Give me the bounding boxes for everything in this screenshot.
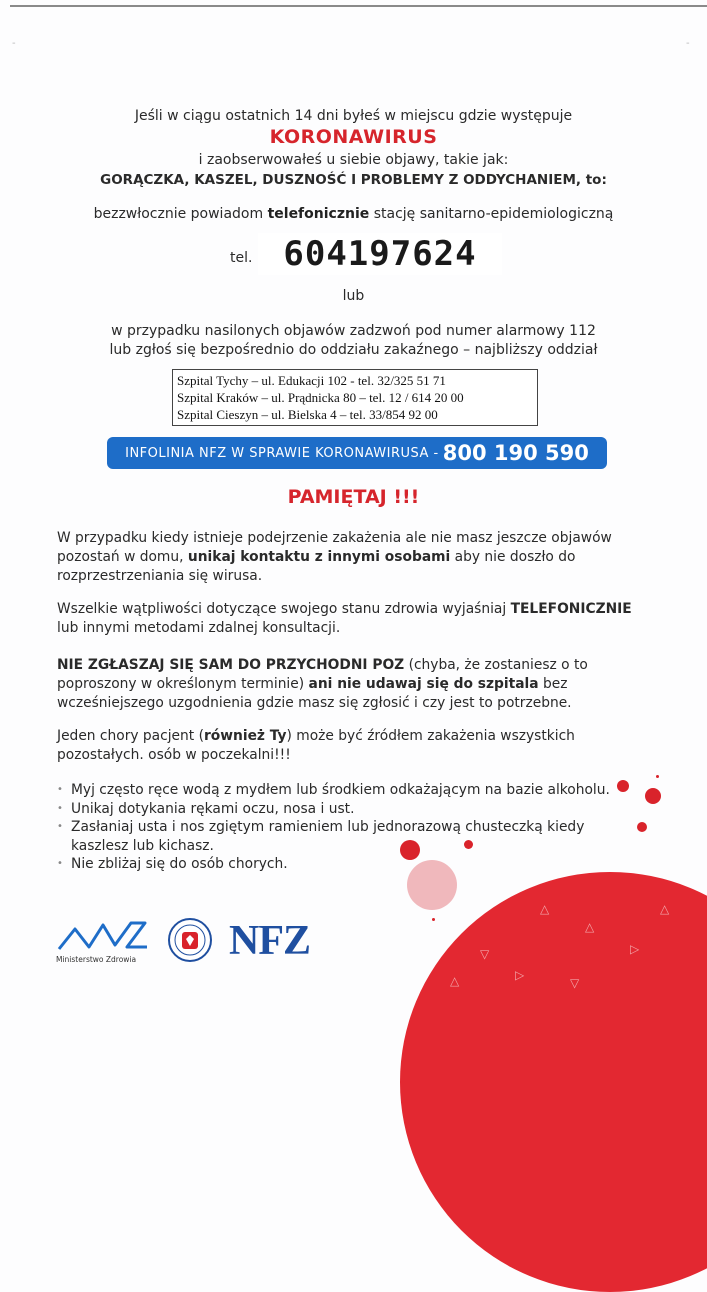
decorative-dot — [645, 788, 661, 804]
list-item: • Unikaj dotykania rękami oczu, nosa i ust. — [57, 800, 637, 819]
para3-emphasis: NIE ZGŁASZAJ SIĘ SAM DO PRZYCHODNI POZ — [57, 657, 405, 673]
decorative-dot — [432, 918, 435, 921]
para4-text-end: ) może być źródłem zakażenia wszystkich pozostałych. osób w poczekalni!!! — [57, 728, 575, 763]
para3-emphasis-2: ani nie udawaj się do szpitala — [308, 676, 539, 692]
page-title: KORONAWIRUS — [269, 126, 438, 148]
symptoms-intro: i zaobserwowałeś u siebie objawy, takie jak: — [198, 152, 509, 168]
or-text: lub — [342, 288, 365, 304]
decorative-dot — [617, 780, 629, 792]
scan-mark: - — [12, 38, 16, 49]
para2-text: Wszelkie wątpliwości dotyczące swojego stanu zdrowia wyjaśniaj — [57, 601, 511, 617]
para3-text-end: bez wcześniejszego uzgodnienia gdzie masz się zgłosić i czy jest to potrzebne. — [57, 676, 572, 711]
para4-emphasis: również Ty — [203, 728, 287, 744]
phone-label: tel. — [230, 250, 253, 266]
phone-number: 604197624 — [258, 233, 502, 275]
top-border-line — [10, 5, 707, 7]
paragraph-isolation — [57, 529, 647, 586]
hospital-item: Szpital Tychy – ul. Edukacji 102 - tel. 32/325 51 71 — [177, 373, 446, 388]
ministry-logo-mark — [59, 923, 147, 949]
decorative-triangle: ▽ — [570, 976, 580, 990]
infoline-banner — [107, 437, 607, 469]
severe-line-2: lub zgłoś się bezpośrednio do oddziału zakaźnego – najbliższy oddział — [109, 342, 598, 358]
notify-suffix: stację sanitarno-epidemiologiczną — [369, 206, 614, 222]
decorative-virus-circle — [400, 872, 707, 1292]
infoline-label: INFOLINIA NFZ W SPRAWIE KORONAWIRUSA - — [125, 445, 439, 461]
decorative-dot — [464, 840, 473, 849]
para2-text-end: lub innymi metodami zdalnej konsultacji. — [57, 620, 341, 636]
notify-instruction — [0, 206, 707, 222]
symptoms-list: GORĄCZKA, KASZEL, DUSZNOŚĆ I PROBLEMY Z ODDYCHANIEM, to: — [100, 172, 607, 188]
scan-mark: - — [686, 38, 690, 49]
severe-line-1: w przypadku nasilonych objawów zadzwoń pod numer alarmowy 112 — [111, 323, 596, 339]
para1-emphasis: unikaj kontaktu z innymi osobami — [187, 549, 451, 565]
paragraph-do-not-visit — [57, 656, 647, 713]
decorative-triangle: △ — [450, 974, 460, 988]
decorative-dot — [400, 840, 420, 860]
list-item: • Myj często ręce wodą z mydłem lub środkiem odkażającym na bazie alkoholu. — [57, 781, 637, 800]
list-item: • Zasłaniaj usta i nos zgiętym ramieniem lub jednorazową chusteczką kiedy kaszlesz lub kichasz. — [57, 818, 637, 855]
intro-text: Jeśli w ciągu ostatnich 14 dni byłeś w miejscu gdzie występuje — [134, 108, 573, 124]
hospital-list — [172, 369, 538, 426]
ministry-logo-label: Ministerstwo Zdrowia — [56, 955, 137, 964]
infoline-number: 800 190 590 — [442, 441, 589, 465]
notify-emphasis: telefonicznie — [267, 206, 370, 222]
nfz-logo: NFZ — [229, 918, 310, 964]
decorative-dot — [637, 822, 647, 832]
hospital-item: Szpital Cieszyn – ul. Bielska 4 – tel. 33/854 92 00 — [177, 407, 438, 422]
list-item: • Nie zbliżaj się do osób chorych. — [57, 855, 637, 874]
paragraph-source-of-infection — [57, 727, 647, 765]
decorative-triangle: ▷ — [515, 968, 525, 982]
decorative-triangle: △ — [660, 902, 670, 916]
notify-prefix: bezzwłocznie powiadom — [93, 206, 268, 222]
decorative-bubble — [407, 860, 457, 910]
decorative-triangle: ▷ — [630, 942, 640, 956]
para2-emphasis: TELEFONICZNIE — [510, 601, 632, 617]
decorative-triangle: △ — [585, 920, 595, 934]
para4-text: Jeden chory pacjent ( — [57, 728, 204, 744]
para3-text: (chyba, że zostaniesz o to poproszony w określonym terminie) — [57, 657, 588, 692]
decorative-triangle: ▷ — [440, 912, 450, 926]
hygiene-tips-list — [57, 781, 637, 874]
decorative-dot — [656, 775, 659, 778]
hospital-item: Szpital Kraków – ul. Prądnicka 80 – tel. 12 / 614 20 00 — [177, 390, 464, 405]
decorative-triangle: ▽ — [480, 947, 490, 961]
para1-text: W przypadku kiedy istnieje podejrzenie zakażenia ale nie masz jeszcze objawów pozostań w domu, — [57, 530, 612, 565]
para1-text-end: aby nie doszło do rozprzestrzeniania się wirusa. — [57, 549, 576, 584]
paragraph-telephone — [57, 600, 647, 638]
decorative-triangle: △ — [540, 902, 550, 916]
severe-symptoms-text — [0, 322, 707, 360]
sanitary-inspection-emblem — [168, 918, 212, 962]
remember-heading: PAMIĘTAJ !!! — [287, 486, 420, 508]
